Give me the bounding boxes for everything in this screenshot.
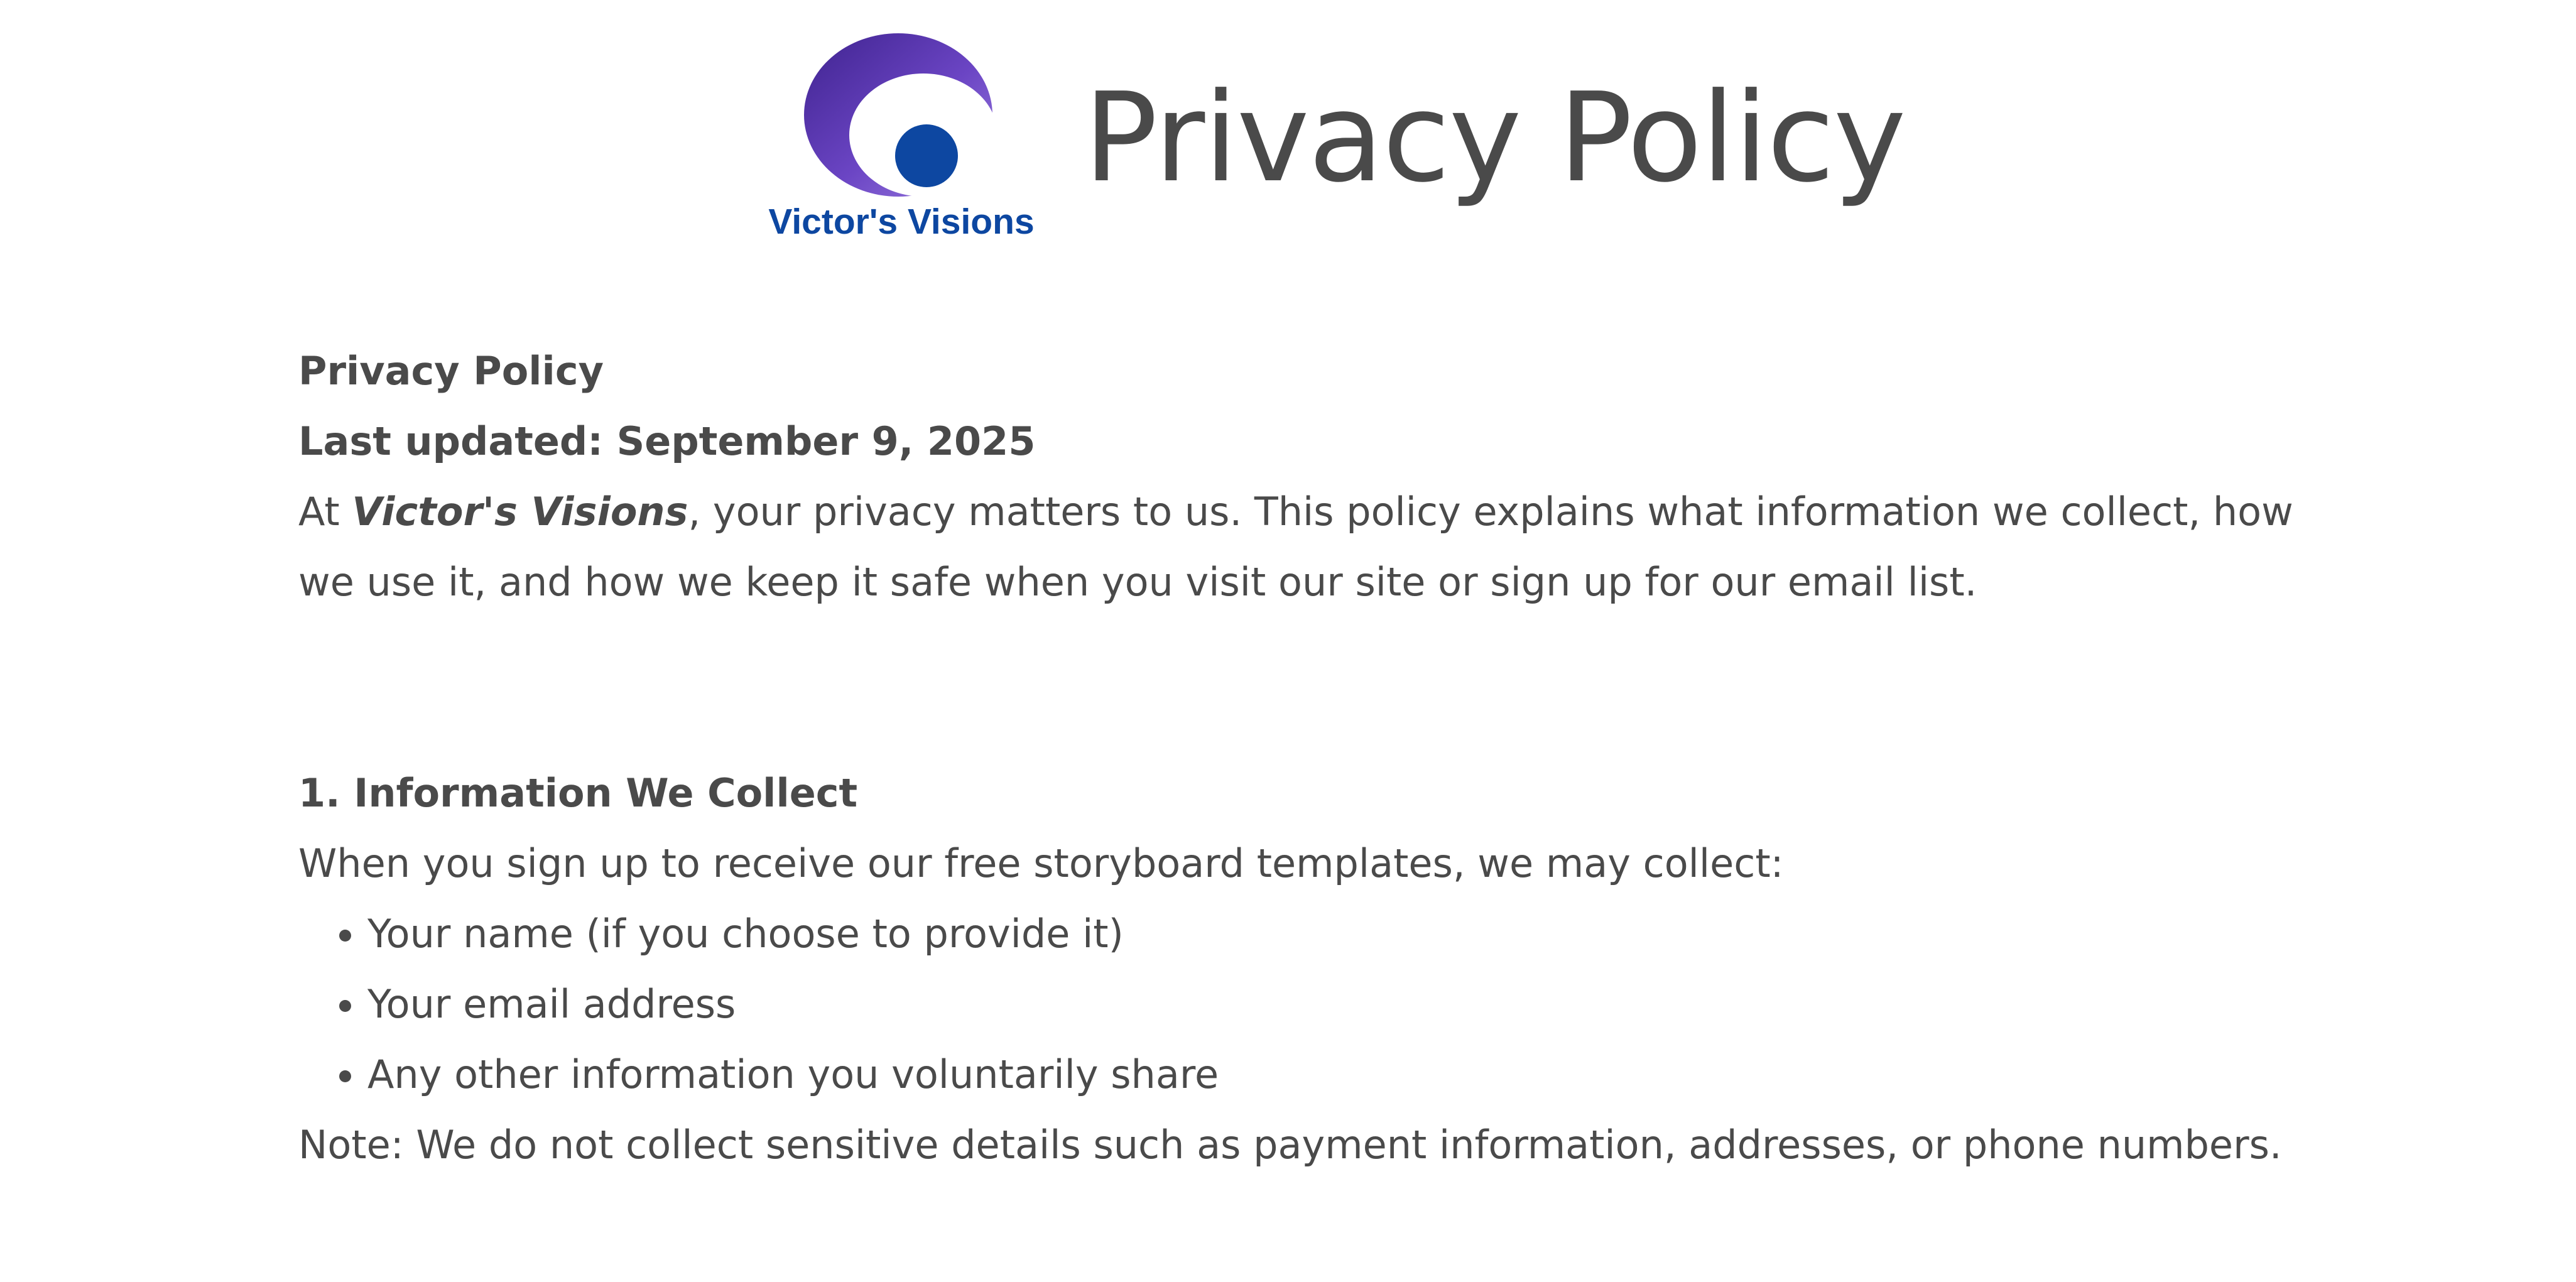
section-1-lead: When you sign up to receive our free storyboard templates, we may collect: bbox=[298, 840, 1784, 886]
intro-brand: Victor's Visions bbox=[352, 489, 688, 535]
collected-info-list bbox=[298, 899, 2296, 1110]
intro-paragraph bbox=[298, 477, 2296, 617]
last-updated: Last updated: September 9, 2025 bbox=[298, 418, 1036, 464]
eye-logo-icon bbox=[757, 25, 1046, 214]
page-header bbox=[0, 0, 2576, 264]
policy-content bbox=[298, 336, 2296, 1180]
section-spacer bbox=[298, 617, 2296, 758]
list-item: • Your name (if you choose to provide it) bbox=[367, 899, 2296, 969]
policy-heading: Privacy Policy bbox=[298, 348, 604, 394]
logo-text: Victor's Visions bbox=[768, 202, 1035, 242]
victors-visions-logo[interactable] bbox=[757, 25, 1046, 251]
page-title: Privacy Policy bbox=[1084, 67, 1905, 210]
section-1-note: Note: We do not collect sensitive details such as payment information, addresses, or phone numbers. bbox=[298, 1122, 2282, 1168]
list-item: • Any other information you voluntarily share bbox=[367, 1040, 2296, 1110]
intro-prefix: At bbox=[298, 489, 352, 535]
intro-suffix: , your privacy matters to us. This policy explains what information we collect, how we use it, and how we keep it safe when you visit our site or sign up for our email list. bbox=[298, 489, 2293, 605]
section-1-title: 1. Information We Collect bbox=[298, 770, 858, 816]
list-item: • Your email address bbox=[367, 969, 2296, 1040]
